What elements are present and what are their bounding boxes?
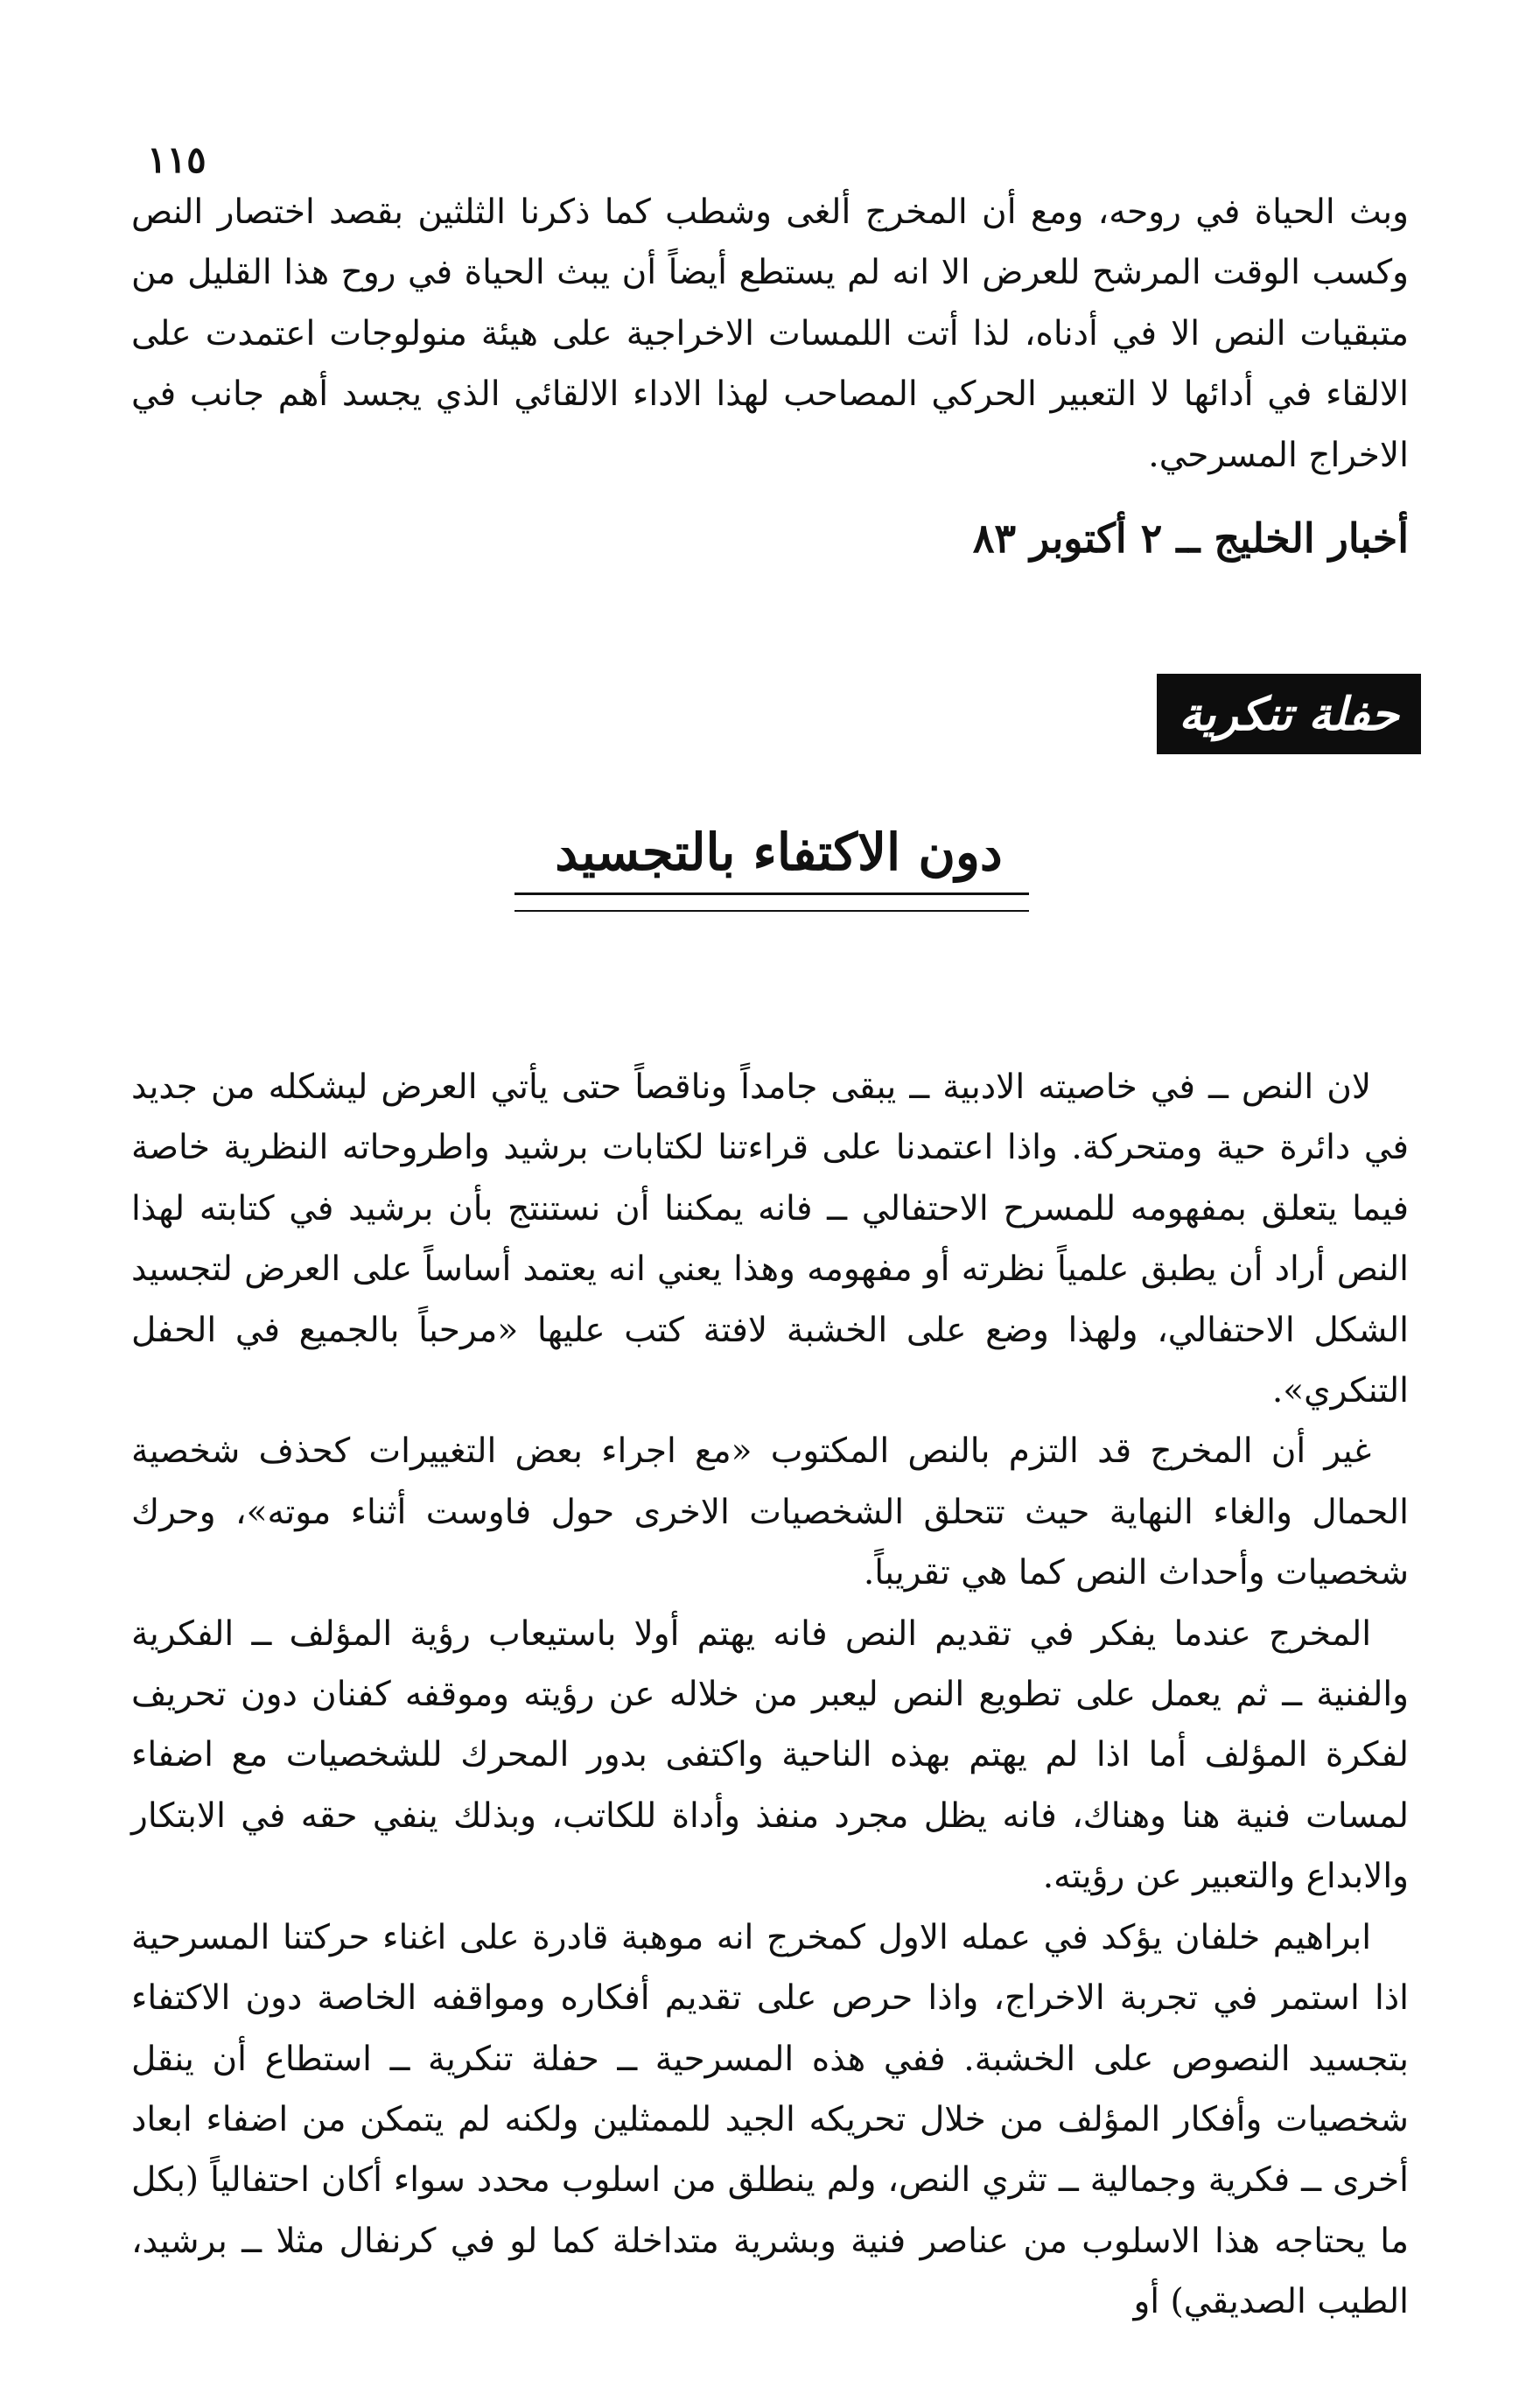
title-rule-secondary <box>514 910 1029 912</box>
body-paragraph-4: ابراهيم خلفان يؤكد في عمله الاول كمخرج انه موهبة قادرة على اغناء حركتنا المسرحية اذا استمر في تجربة الاخراج، واذا حرص على تقديم أفكاره ومواقفه الخاصة دون الاكتفاء بتجسيد النصوص على الخشبة. ففي هذه المسرحية ــ حفلة تنكرية ــ استطاع أن ينقل شخصيات وأفكار المؤلف من خلال تحريكه الجيد للممثلين ولكنه لم يتمكن من اضفاء ابعاد أخرى ــ فكرية وجمالية ــ تثري النص، ولم ينطلق من اسلوب محدد سواء أكان احتفالياً (بكل ما يحتاجه هذا الاسلوب من عناصر فنية وبشرية متداخلة كما لو في كرنفال مثلا ــ برشيد، الطيب الصديقي) أو <box>131 1917 1409 2322</box>
source-citation: أخبار الخليج ــ ٢ أكتوبر ٨٣ <box>972 514 1409 562</box>
body-paragraph-1: لان النص ــ في خاصيته الادبية ــ يبقى جامداً وناقصاً حتى يأتي العرض ليشكله من جديد في دائرة حية ومتحركة. واذا اعتمدنا على قراءتنا لكتابات برشيد واطروحاته النظرية خاصة فيما يتعلق بمفهومه للمسرح الاحتفالي ــ فانه يمكننا أن نستنتج بأن برشيد في كتابته لهذا النص أراد أن يطبق علمياً نظرته أو مفهومه وهذا يعني انه يعتمد أساساً على العرض لتجسيد الشكل الاحتفالي، ولهذا وضع على الخشبة لافتة كتب عليها «مرحباً بالجميع في الحفل التنكري». <box>131 1068 1409 1411</box>
article-title: دون الاكتفاء بالتجسيد <box>555 822 1003 882</box>
body-paragraph-3: المخرج عندما يفكر في تقديم النص فانه يهتم أولا باستيعاب رؤية المؤلف ــ الفكرية والفنية ــ ثم يعمل على تطويع النص ليعبر من خلاله عن رؤيته وموقفه كفنان دون تحريف لفكرة المؤلف أما اذا لم يهتم بهذه الناحية واكتفى بدور المحرك للشخصيات مع اضفاء لمسات فنية هنا وهناك، فانه يظل مجرد منفذ وأداة للكاتب، وبذلك ينفي حقه في الابتكار والابداع والتعبير عن رؤيته. <box>131 1614 1409 1897</box>
badge-label: حفلة تنكرية <box>1179 687 1399 741</box>
body-paragraph-2: غير أن المخرج قد التزم بالنص المكتوب «مع اجراء بعض التغييرات كحذف شخصية الحمال والغاء النهاية حيث تتحلق الشخصيات الاخرى حول فاوست أثناء موته»، وحرك شخصيات وأحداث النص كما هي تقريباً. <box>131 1432 1409 1593</box>
intro-paragraph: وبث الحياة في روحه، ومع أن المخرج ألغى وشطب كما ذكرنا الثلثين بقصد اختصار النص وكسب الوقت المرشح للعرض الا انه لم يستطع أيضاً أن يبث الحياة في روح هذا القليل من متبقيات النص الا في أدناه، لذا أتت اللمسات الاخراجية على هيئة منولوجات اعتمدت على الالقاء في أدائها لا التعبير الحركي المصاحب لهذا الاداء الالقائي الذي يجسد أهم جانب في الاخراج المسرحي. <box>131 192 1409 475</box>
page-number: ١١٥ <box>147 138 206 181</box>
article-body <box>131 1057 1409 2333</box>
title-rule <box>514 892 1029 895</box>
section-badge <box>1157 674 1421 754</box>
